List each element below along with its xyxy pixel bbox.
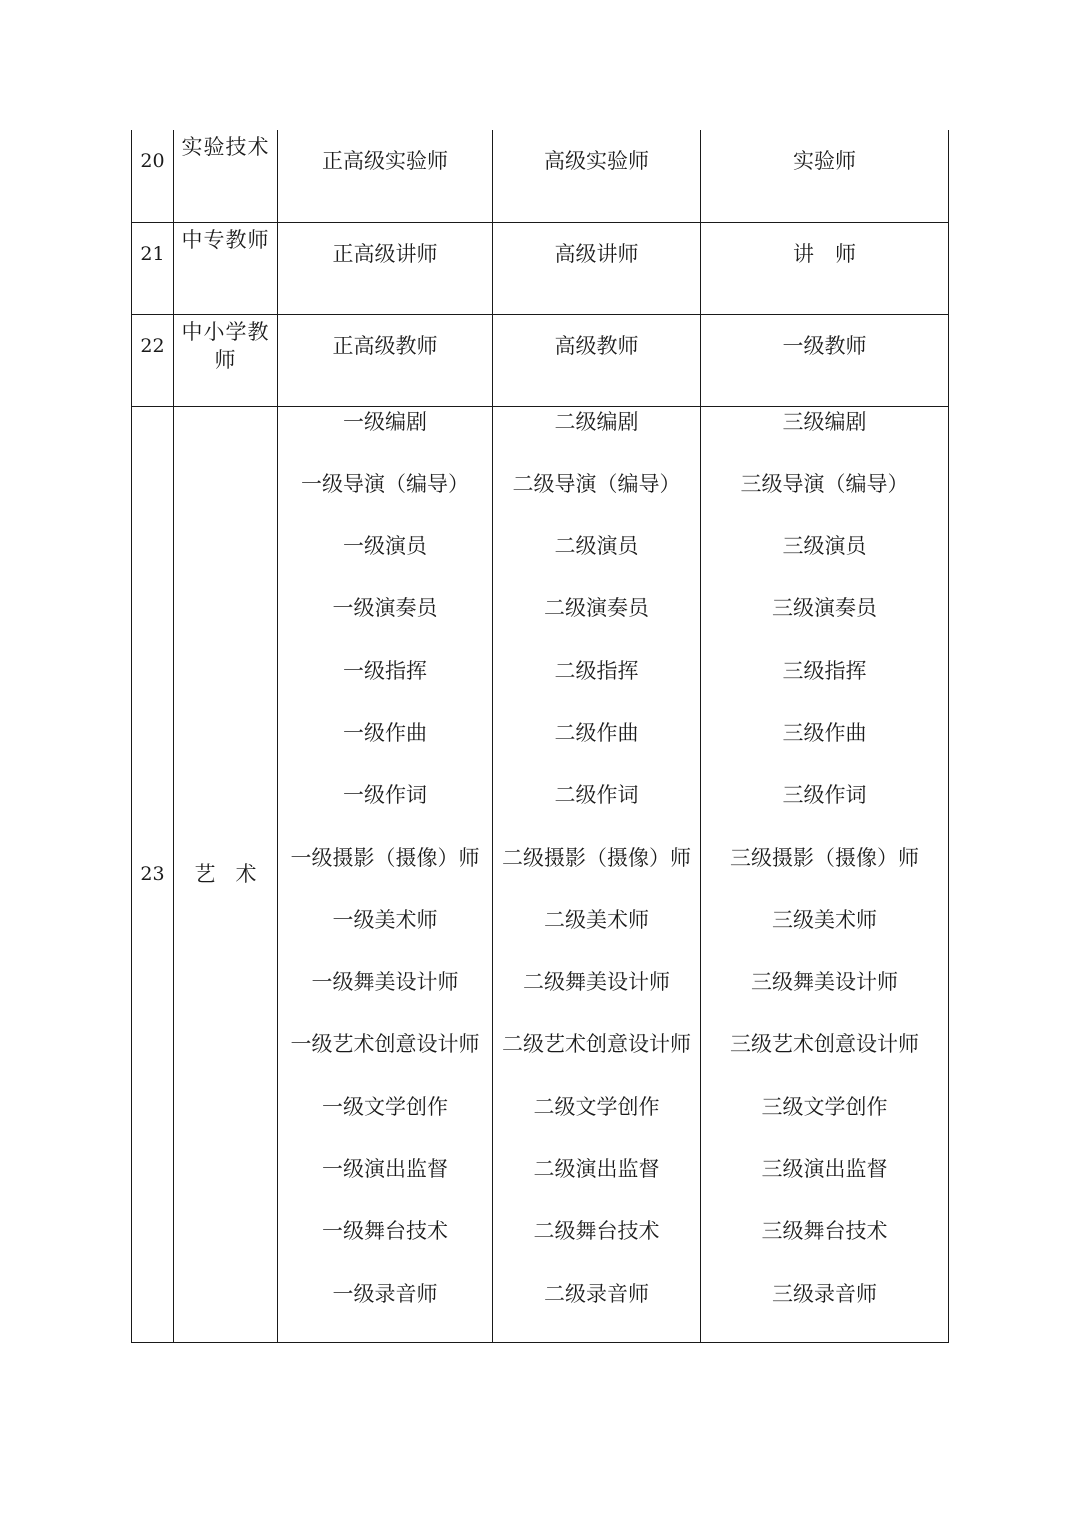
art-title-item: 三级演出监督 <box>761 1157 888 1182</box>
art-title-item: 三级舞台技术 <box>761 1219 888 1244</box>
row-number: 23 <box>132 406 174 1342</box>
professional-title-table <box>131 130 949 1343</box>
art-title-item: 三级演奏员 <box>772 596 877 621</box>
art-second-level-list <box>493 406 701 1342</box>
art-title-item: 一级演出监督 <box>322 1157 448 1182</box>
title-table-container <box>131 130 948 1343</box>
art-title-item: 三级演员 <box>782 534 867 559</box>
art-title-item: 三级美术师 <box>772 907 877 932</box>
art-title-item: 三级摄影（摄像）师 <box>730 845 919 870</box>
art-title-item: 三级导演（编导） <box>740 471 909 496</box>
art-title-item: 二级文学创作 <box>533 1094 660 1119</box>
art-title-item: 三级作曲 <box>782 720 867 745</box>
art-title-item: 二级美术师 <box>544 907 649 932</box>
art-title-item: 一级演奏员 <box>332 596 438 621</box>
art-title-item: 一级录音师 <box>332 1281 438 1306</box>
art-first-level-list <box>278 406 493 1342</box>
deputy-senior-title-cell: 高级讲师 <box>493 222 701 314</box>
table-row <box>132 314 949 406</box>
art-title-item: 三级艺术创意设计师 <box>730 1032 919 1057</box>
category-cell: 中专教师 <box>174 222 278 314</box>
row-number: 21 <box>132 222 174 314</box>
art-title-item: 二级录音师 <box>544 1281 649 1306</box>
art-title-item: 一级作词 <box>343 783 427 808</box>
art-title-item: 一级导演（编导） <box>301 471 469 496</box>
art-title-item: 二级演奏员 <box>544 596 649 621</box>
art-title-item: 二级作词 <box>554 783 639 808</box>
intermediate-title-cell: 讲 师 <box>701 222 949 314</box>
art-title-item: 三级指挥 <box>782 658 867 683</box>
art-title-item: 一级编剧 <box>343 409 427 434</box>
art-title-item: 一级舞台技术 <box>322 1219 448 1244</box>
art-title-item: 三级舞美设计师 <box>751 970 898 995</box>
art-title-item: 一级作曲 <box>343 720 427 745</box>
category-cell: 艺术 <box>174 406 278 1342</box>
art-title-item: 一级摄影（摄像）师 <box>290 845 480 870</box>
deputy-senior-title-cell: 高级实验师 <box>493 130 701 222</box>
senior-title-cell: 正高级教师 <box>278 314 493 406</box>
senior-title-cell: 正高级实验师 <box>278 130 493 222</box>
art-title-item: 一级艺术创意设计师 <box>290 1032 480 1057</box>
art-title-item: 三级文学创作 <box>761 1094 888 1119</box>
art-title-item: 二级导演（编导） <box>512 471 681 496</box>
art-title-item: 二级演员 <box>554 534 639 559</box>
art-title-item: 二级舞台技术 <box>533 1219 660 1244</box>
table-row-art <box>132 406 949 1342</box>
art-title-item: 三级编剧 <box>782 409 867 434</box>
art-title-item: 二级演出监督 <box>533 1157 660 1182</box>
category-cell: 中小学教师 <box>174 314 278 406</box>
art-title-item: 一级演员 <box>343 534 427 559</box>
art-title-item: 三级录音师 <box>772 1281 877 1306</box>
art-title-item: 三级作词 <box>782 783 867 808</box>
intermediate-title-cell: 一级教师 <box>701 314 949 406</box>
art-title-item: 二级艺术创意设计师 <box>502 1032 691 1057</box>
row-number: 20 <box>132 130 174 222</box>
intermediate-title-cell: 实验师 <box>701 130 949 222</box>
senior-title-cell: 正高级讲师 <box>278 222 493 314</box>
art-title-item: 一级舞美设计师 <box>311 970 459 995</box>
table-row <box>132 222 949 314</box>
art-title-item: 一级指挥 <box>343 658 427 683</box>
row-number: 22 <box>132 314 174 406</box>
table-row <box>132 130 949 222</box>
art-title-item: 二级编剧 <box>554 409 639 434</box>
art-title-item: 二级舞美设计师 <box>523 970 670 995</box>
art-third-level-list <box>701 406 949 1342</box>
art-title-item: 二级指挥 <box>554 658 639 683</box>
art-title-item: 一级美术师 <box>332 907 438 932</box>
category-cell: 实验技术 <box>174 130 278 222</box>
deputy-senior-title-cell: 高级教师 <box>493 314 701 406</box>
art-title-item: 二级摄影（摄像）师 <box>502 845 691 870</box>
art-title-item: 二级作曲 <box>554 720 639 745</box>
art-title-item: 一级文学创作 <box>322 1094 448 1119</box>
